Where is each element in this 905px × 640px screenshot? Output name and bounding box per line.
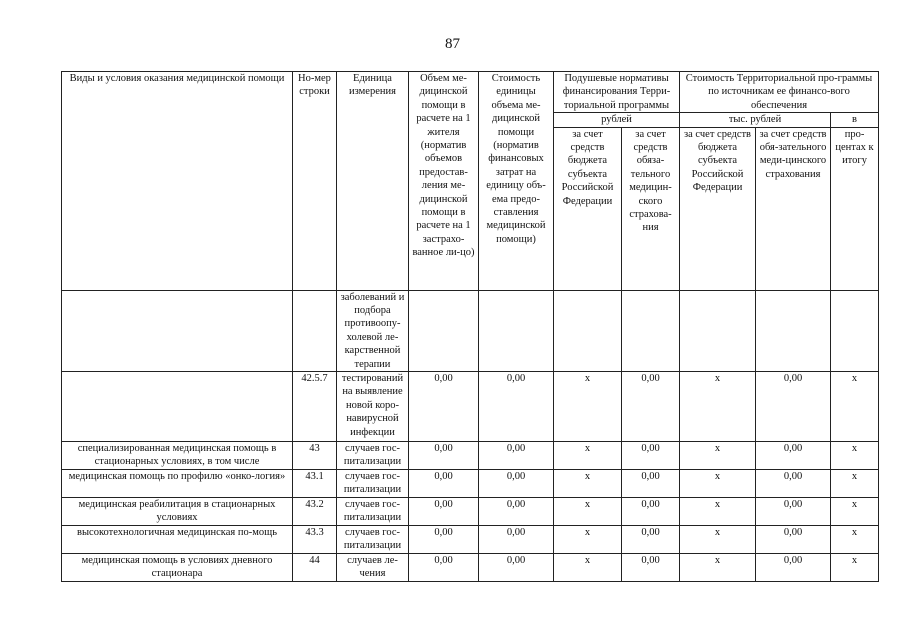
row-pc-budget: x: [554, 498, 622, 526]
row-pc-budget: x: [554, 442, 622, 470]
header-kind: Виды и условия оказания медицинской помощи: [62, 72, 293, 291]
row-total-oms: [756, 290, 831, 371]
row-kind: медицинская помощь в условиях дневного стационара: [62, 554, 293, 582]
row-total-budget: x: [680, 554, 756, 582]
row-kind: [62, 372, 293, 442]
row-percent: x: [831, 554, 879, 582]
row-cost: 0,00: [479, 372, 554, 442]
header-unit-rubles: рублей: [554, 113, 680, 127]
row-pc-oms: 0,00: [622, 554, 680, 582]
header-pc-budget: за счет средств бюджета субъекта Российской Федерации: [554, 127, 622, 290]
row-unit: случаев гос-питализации: [337, 498, 409, 526]
row-total-oms: 0,00: [756, 470, 831, 498]
row-total-oms: 0,00: [756, 554, 831, 582]
row-unit: заболеваний и подбора противоопу-холевой ле-карственной терапии: [337, 290, 409, 371]
row-total-budget: x: [680, 526, 756, 554]
row-cost: 0,00: [479, 554, 554, 582]
row-total-budget: x: [680, 498, 756, 526]
row-kind: медицинская помощь по профилю «онко-логия»: [62, 470, 293, 498]
row-unit: случаев гос-питализации: [337, 470, 409, 498]
header-total-oms: за счет средств обя-зательного меди-цинского страхования: [756, 127, 831, 290]
row-total-oms: 0,00: [756, 498, 831, 526]
row-pc-budget: x: [554, 372, 622, 442]
row-percent: x: [831, 372, 879, 442]
row-pc-budget: x: [554, 526, 622, 554]
header-total-budget: за счет средств бюджета субъекта Российской Федерации: [680, 127, 756, 290]
row-number: 43.1: [293, 470, 337, 498]
row-cost: [479, 290, 554, 371]
row-pc-oms: 0,00: [622, 470, 680, 498]
header-row-number: Но-мер строки: [293, 72, 337, 291]
row-unit: случаев гос-питализации: [337, 442, 409, 470]
header-cost: Стоимость единицы объема ме-дицинской помощи (норматив финансовых затрат на единицу объ-ема предо-ставления медицинской помощи): [479, 72, 554, 291]
row-percent: [831, 290, 879, 371]
row-volume: 0,00: [409, 470, 479, 498]
table-row: [62, 442, 879, 470]
row-total-oms: 0,00: [756, 442, 831, 470]
row-cost: 0,00: [479, 526, 554, 554]
row-total-budget: x: [680, 470, 756, 498]
row-pc-oms: 0,00: [622, 498, 680, 526]
row-volume: 0,00: [409, 372, 479, 442]
row-volume: 0,00: [409, 442, 479, 470]
row-pc-oms: 0,00: [622, 372, 680, 442]
row-pc-oms: 0,00: [622, 526, 680, 554]
header-per-capita: Подушевые нормативы финансирования Терри-ториальной программы: [554, 72, 680, 113]
header-territorial-cost: Стоимость Территориальной про-граммы по источникам ее финансо-вого обеспечения: [680, 72, 879, 113]
table-row: [62, 526, 879, 554]
row-total-budget: x: [680, 372, 756, 442]
row-unit: случаев гос-питализации: [337, 526, 409, 554]
page-number: 87: [445, 36, 460, 52]
row-volume: 0,00: [409, 498, 479, 526]
table-row: [62, 290, 879, 371]
row-number: 43.3: [293, 526, 337, 554]
row-total-budget: x: [680, 442, 756, 470]
row-number: 44: [293, 554, 337, 582]
row-total-budget: [680, 290, 756, 371]
table-row: [62, 498, 879, 526]
row-volume: [409, 290, 479, 371]
row-number: 42.5.7: [293, 372, 337, 442]
header-volume: Объем ме-дицинской помощи в расчете на 1 жителя (норматив объемов предостав-ления ме-дицинской помощи в расчете на 1 застрахо-ванное ли-цо): [409, 72, 479, 291]
row-percent: x: [831, 442, 879, 470]
table-row: [62, 470, 879, 498]
row-pc-budget: x: [554, 470, 622, 498]
row-percent: x: [831, 498, 879, 526]
row-kind: специализированная медицинская помощь в стационарных условиях, в том числе: [62, 442, 293, 470]
row-volume: 0,00: [409, 554, 479, 582]
row-unit: случаев ле-чения: [337, 554, 409, 582]
row-cost: 0,00: [479, 498, 554, 526]
financing-table: [61, 71, 879, 582]
row-volume: 0,00: [409, 526, 479, 554]
header-percent-top: в: [831, 113, 879, 127]
row-pc-oms: 0,00: [622, 442, 680, 470]
row-total-oms: 0,00: [756, 526, 831, 554]
row-percent: x: [831, 470, 879, 498]
row-number: 43.2: [293, 498, 337, 526]
header-percent: про-центах к итогу: [831, 127, 879, 290]
header-unit-thousand-rubles: тыс. рублей: [680, 113, 831, 127]
row-number: [293, 290, 337, 371]
row-kind: медицинская реабилитация в стационарных условиях: [62, 498, 293, 526]
header-unit: Единица измерения: [337, 72, 409, 291]
row-pc-budget: [554, 290, 622, 371]
row-kind: [62, 290, 293, 371]
row-cost: 0,00: [479, 442, 554, 470]
row-total-oms: 0,00: [756, 372, 831, 442]
row-pc-budget: x: [554, 554, 622, 582]
row-kind: высокотехнологичная медицинская по-мощь: [62, 526, 293, 554]
row-pc-oms: [622, 290, 680, 371]
header-pc-oms: за счет средств обяза-тельного медицин-ского страхова-ния: [622, 127, 680, 290]
row-unit: тестирований на выявление новой коро-навирусной инфекции: [337, 372, 409, 442]
row-number: 43: [293, 442, 337, 470]
row-cost: 0,00: [479, 470, 554, 498]
table-row: [62, 554, 879, 582]
row-percent: x: [831, 526, 879, 554]
table-row: [62, 372, 879, 442]
